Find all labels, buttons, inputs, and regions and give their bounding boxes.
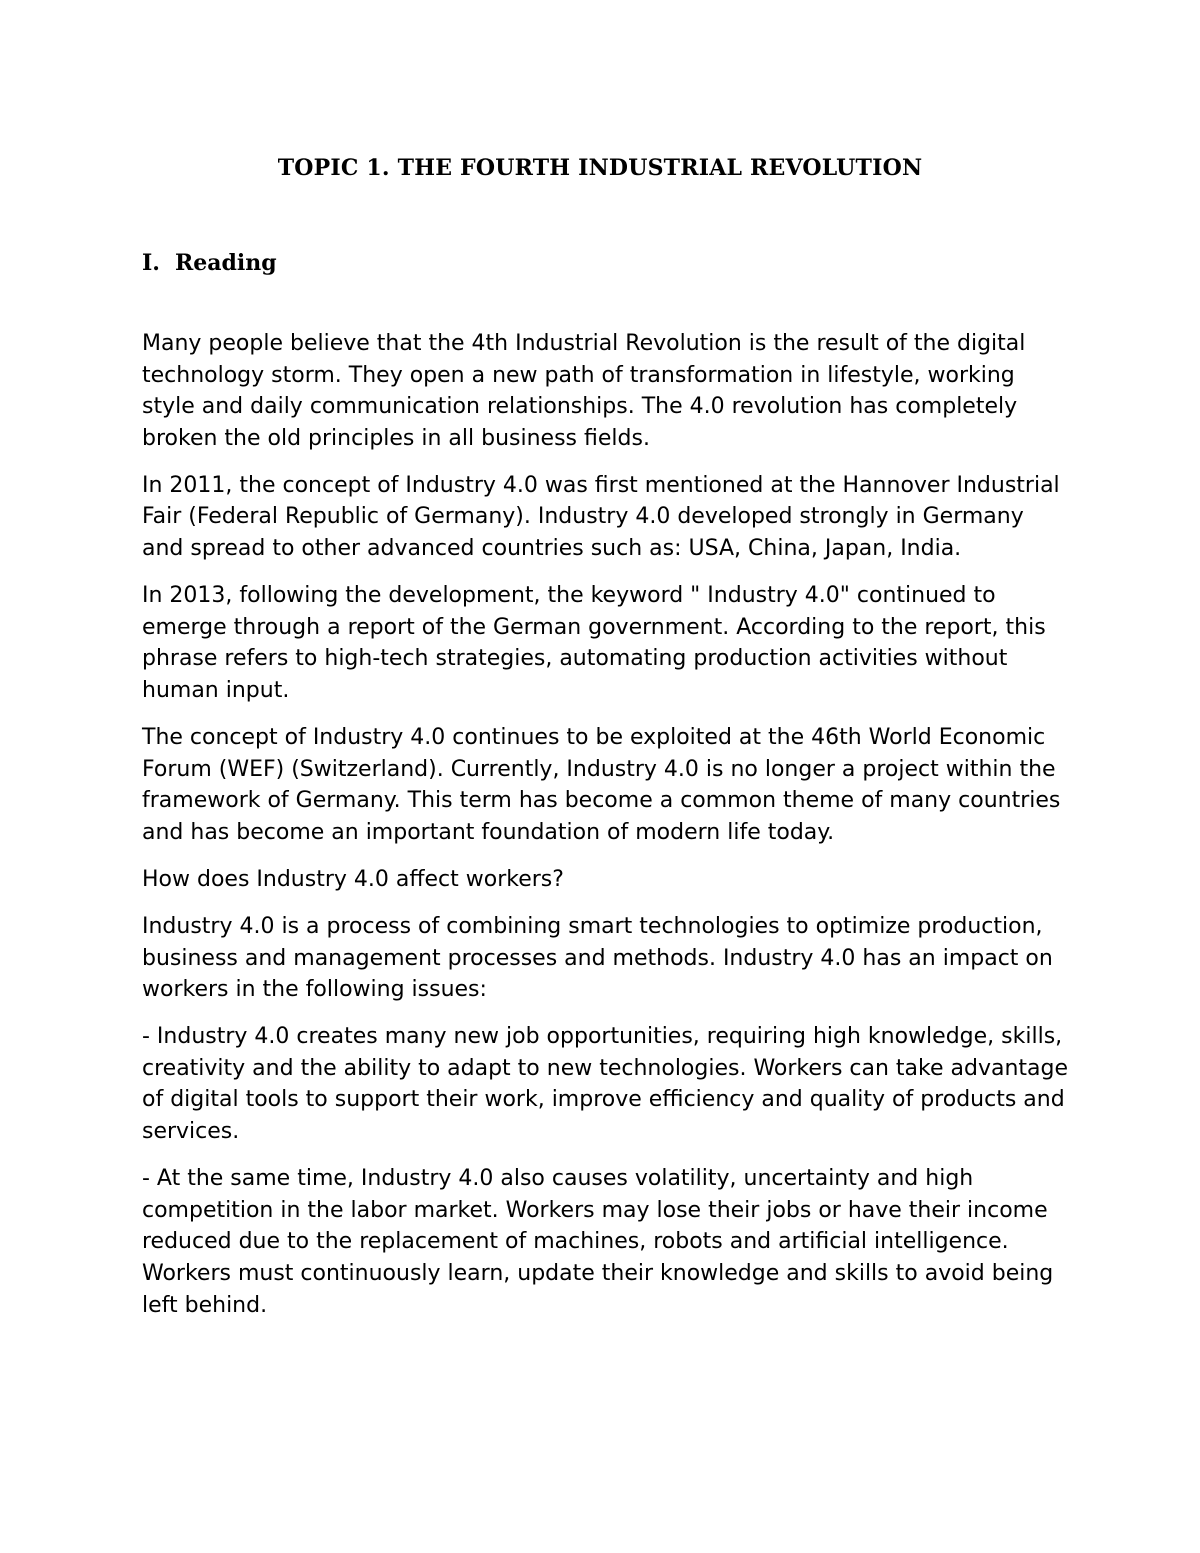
paragraph-opportunities: - Industry 4.0 creates many new job opportunities, requiring high knowledge, skills, creativity and the ability to adapt to new technologies. Workers can take advantage of digital tools to support their work, improve efficiency and quality of products and services. bbox=[142, 1024, 1069, 1145]
document-title: TOPIC 1. THE FOURTH INDUSTRIAL REVOLUTION bbox=[277, 155, 923, 181]
paragraph-challenges: - At the same time, Industry 4.0 also causes volatility, uncertainty and high competition in the labor market. Workers may lose their jobs or have their income reduced due to the replacement of machines, robots and artificial intelligence. Workers must continuously learn, update their knowledge and skills to avoid being left behind. bbox=[142, 1166, 1054, 1318]
section-number: I. bbox=[142, 250, 160, 276]
section-heading bbox=[142, 250, 277, 276]
paragraph-wef: The concept of Industry 4.0 continues to be exploited at the 46th World Economic Forum (WEF) (Switzerland). Currently, Industry 4.0 is no longer a project within the framework of Germany. This term has become a common theme of many countries and has become an important foundation of modern life today. bbox=[142, 725, 1061, 845]
reading-body bbox=[142, 328, 1072, 1337]
section-label: Reading bbox=[175, 250, 277, 276]
paragraph-2013: In 2013, following the development, the keyword " Industry 4.0" continued to emerge through a report of the German government. According to the report, this phrase refers to high-tech strategies, automating production activities without human input. bbox=[142, 583, 1046, 703]
paragraph-2011: In 2011, the concept of Industry 4.0 was first mentioned at the Hannover Industrial Fair (Federal Republic of Germany). Industry 4.0 developed strongly in Germany and spread to other advanced countries such as: USA, China, Japan, India. bbox=[142, 472, 1060, 562]
paragraph-definition: Industry 4.0 is a process of combining smart technologies to optimize production, business and management processes and methods. Industry 4.0 has an impact on workers in the following issues: bbox=[142, 914, 1053, 1003]
paragraph-intro: Many people believe that the 4th Industrial Revolution is the result of the digital technology storm. They open a new path of transformation in lifestyle, working style and daily communication relationships. The 4.0 revolution has completely broken the old principles in all business fields. bbox=[142, 331, 1026, 451]
paragraph-question: How does Industry 4.0 affect workers? bbox=[142, 866, 564, 892]
